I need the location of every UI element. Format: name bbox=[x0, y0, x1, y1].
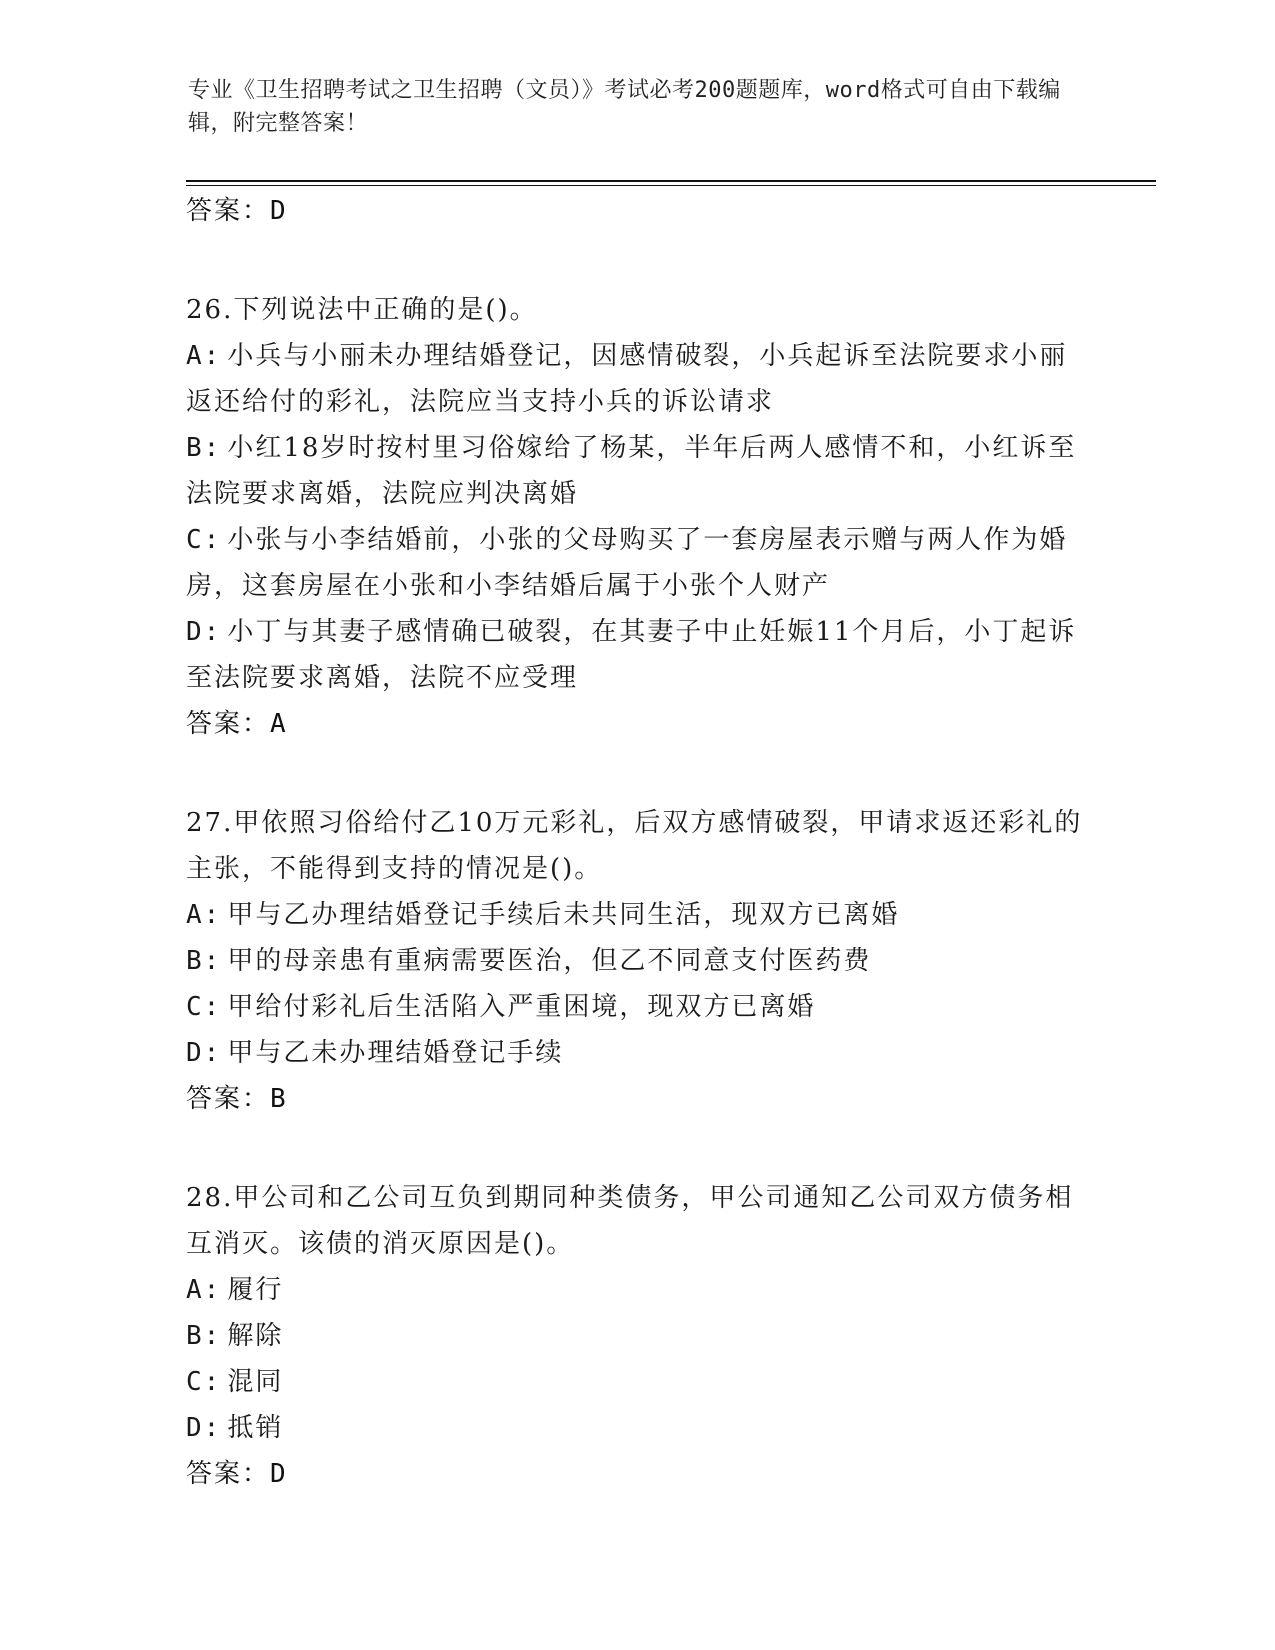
option-d bbox=[186, 1030, 1086, 1076]
answer-label: 答案： bbox=[186, 196, 271, 226]
option-c bbox=[186, 1359, 1086, 1405]
option-letter: A: bbox=[186, 900, 222, 930]
answer-label: 答案： bbox=[186, 1459, 271, 1489]
answer-line bbox=[186, 1076, 1086, 1122]
option-b bbox=[186, 425, 1086, 517]
option-b bbox=[186, 938, 1086, 984]
option-text: 小张与小李结婚前，小张的父母购买了一套房屋表示赠与两人作为婚房，这套房屋在小张和小李结婚后属于小张个人财产 bbox=[186, 525, 1068, 601]
option-letter: C: bbox=[186, 992, 222, 1022]
option-d bbox=[186, 1405, 1086, 1451]
option-text: 小兵与小丽未办理结婚登记，因感情破裂，小兵起诉至法院要求小丽返还给付的彩礼，法院应当支持小兵的诉讼请求 bbox=[186, 341, 1068, 417]
option-text: 抵销 bbox=[227, 1413, 284, 1443]
option-letter: B: bbox=[186, 946, 222, 976]
option-text: 混同 bbox=[227, 1367, 284, 1397]
option-c bbox=[186, 984, 1086, 1030]
option-c bbox=[186, 517, 1086, 609]
question-text: 27.甲依照习俗给付乙10万元彩礼，后双方感情破裂，甲请求返还彩礼的主张，不能得到支持的情况是()。 bbox=[186, 808, 1083, 884]
option-letter: D: bbox=[186, 1413, 222, 1443]
answer-value: B bbox=[270, 1084, 288, 1114]
option-letter: D: bbox=[186, 1038, 222, 1068]
option-text: 小丁与其妻子感情确已破裂，在其妻子中止妊娠11个月后，小丁起诉至法院要求离婚，法院不应受理 bbox=[186, 617, 1077, 693]
answer-label: 答案： bbox=[186, 709, 271, 739]
option-text: 甲与乙未办理结婚登记手续 bbox=[227, 1038, 564, 1068]
answer-line bbox=[186, 188, 1086, 234]
option-letter: A: bbox=[186, 341, 222, 371]
answer-value: A bbox=[270, 709, 288, 739]
option-a bbox=[186, 1267, 1086, 1313]
answer-value: D bbox=[270, 1459, 288, 1489]
option-letter: B: bbox=[186, 1321, 222, 1351]
question-text: 28.甲公司和乙公司互负到期同种类债务，甲公司通知乙公司双方债务相互消灭。该债的消灭原因是()。 bbox=[186, 1183, 1074, 1259]
option-b bbox=[186, 1313, 1086, 1359]
option-text: 甲的母亲患有重病需要医治，但乙不同意支付医药费 bbox=[227, 946, 872, 976]
answer-line bbox=[186, 1451, 1086, 1497]
option-letter: C: bbox=[186, 525, 222, 555]
question-item bbox=[186, 287, 1086, 747]
header-divider-thin bbox=[186, 185, 1156, 186]
option-letter: A: bbox=[186, 1275, 222, 1305]
question-item bbox=[186, 800, 1086, 1122]
option-text: 甲与乙办理结婚登记手续后未共同生活，现双方已离婚 bbox=[227, 900, 900, 930]
option-a bbox=[186, 892, 1086, 938]
option-text: 履行 bbox=[227, 1275, 284, 1305]
option-letter: D: bbox=[186, 617, 222, 647]
header-divider bbox=[186, 180, 1156, 182]
answer-line bbox=[186, 701, 1086, 747]
answer-label: 答案： bbox=[186, 1084, 271, 1114]
document-header bbox=[188, 74, 1088, 140]
option-a bbox=[186, 333, 1086, 425]
option-letter: B: bbox=[186, 433, 222, 463]
option-text: 小红18岁时按村里习俗嫁给了杨某，半年后两人感情不和，小红诉至法院要求离婚，法院应判决离婚 bbox=[186, 433, 1077, 509]
option-text: 解除 bbox=[227, 1321, 284, 1351]
header-intro: 专业《卫生招聘考试之卫生招聘（文员）》考试必考200题题库，word格式可自由下载编辑，附完整答案！ bbox=[188, 78, 1061, 136]
question-text: 26.下列说法中正确的是()。 bbox=[186, 295, 538, 325]
question-item bbox=[186, 1175, 1086, 1497]
answer-value: D bbox=[270, 196, 288, 226]
question-list bbox=[186, 188, 1086, 1497]
option-text: 甲给付彩礼后生活陷入严重困境，现双方已离婚 bbox=[227, 992, 816, 1022]
option-d bbox=[186, 609, 1086, 701]
option-letter: C: bbox=[186, 1367, 222, 1397]
